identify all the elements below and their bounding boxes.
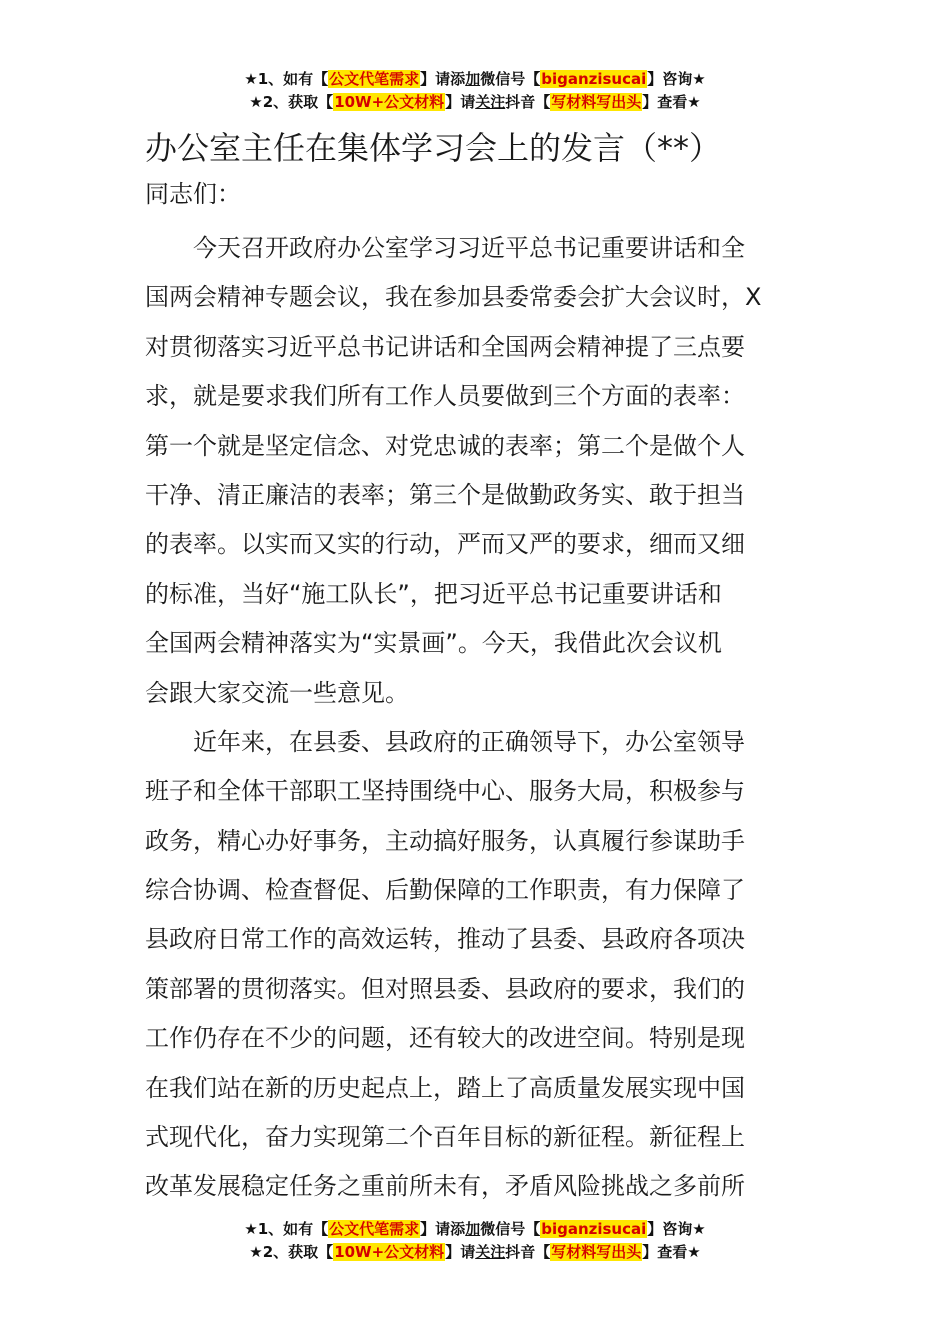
highlight-wechat-id: biganzisucai bbox=[541, 70, 647, 88]
paragraph-line: 工作仍存在不少的问题，还有较大的改进空间。特别是现 bbox=[145, 1024, 745, 1053]
paragraph-line: 会跟大家交流一些意见。 bbox=[145, 678, 409, 707]
paragraph-line: 求，就是要求我们所有工作人员要做到三个方面的表率： bbox=[145, 382, 745, 411]
promo-line-1: ★1、如有【公文代笔需求】请添加微信号【biganzisucai】咨询★ bbox=[244, 70, 706, 88]
promo-line-1: ★1、如有【公文代笔需求】请添加微信号【biganzisucai】咨询★ bbox=[244, 1220, 706, 1238]
paragraph-line: 式现代化，奋力实现第二个百年目标的新征程。新征程上 bbox=[145, 1123, 745, 1152]
highlight-douyin-id: 写材料写出头 bbox=[551, 1243, 642, 1261]
paragraph-line: 班子和全体干部职工坚持围绕中心、服务大局，积极参与 bbox=[145, 777, 745, 806]
promo-line-2: ★2、获取【10W+公文材料】请关注抖音【写材料写出头】查看★ bbox=[249, 1243, 701, 1261]
paragraph-line: 对贯彻落实习近平总书记讲话和全国两会精神提了三点要 bbox=[145, 332, 745, 361]
highlight-materials: 10W+公文材料 bbox=[334, 93, 445, 111]
paragraph-line: 策部署的贯彻落实。但对照县委、县政府的要求，我们的 bbox=[145, 974, 745, 1003]
highlight-materials: 10W+公文材料 bbox=[334, 1243, 445, 1261]
promo-line-2: ★2、获取【10W+公文材料】请关注抖音【写材料写出头】查看★ bbox=[249, 93, 701, 111]
highlight-service: 公文代笔需求 bbox=[329, 70, 420, 88]
highlight-wechat-id: biganzisucai bbox=[541, 1220, 647, 1238]
paragraph-line: 政务，精心办好事务，主动搞好服务，认真履行参谋助手 bbox=[145, 826, 745, 855]
promo-header bbox=[0, 68, 950, 114]
paragraph-line: 的标准，当好“施工队长”，把习近平总书记重要讲话和 bbox=[145, 579, 722, 608]
paragraph-line: 的表率。以实而又实的行动，严而又严的要求，细而又细 bbox=[145, 530, 745, 559]
highlight-service: 公文代笔需求 bbox=[329, 1220, 420, 1238]
document-body bbox=[145, 224, 809, 1212]
document-title: 办公室主任在集体学习会上的发言（**） bbox=[145, 129, 722, 167]
highlight-douyin-id: 写材料写出头 bbox=[551, 93, 642, 111]
promo-footer bbox=[0, 1218, 950, 1264]
paragraph-line: 国两会精神专题会议，我在参加县委常委会扩大会议时，X bbox=[145, 283, 762, 312]
paragraph-line: 第一个就是坚定信念、对党忠诚的表率；第二个是做个人 bbox=[145, 431, 745, 460]
paragraph-line: 综合协调、检查督促、后勤保障的工作职责，有力保障了 bbox=[145, 876, 745, 905]
paragraph-line: 干净、清正廉洁的表率；第三个是做勤政务实、敢于担当 bbox=[145, 480, 745, 509]
paragraph-line: 近年来，在县委、县政府的正确领导下，办公室领导 bbox=[193, 727, 745, 756]
paragraph-line: 改革发展稳定任务之重前所未有，矛盾风险挑战之多前所 bbox=[145, 1172, 745, 1201]
paragraph-line: 县政府日常工作的高效运转，推动了县委、县政府各项决 bbox=[145, 925, 745, 954]
paragraph-line: 今天召开政府办公室学习习近平总书记重要讲话和全 bbox=[193, 234, 745, 262]
paragraph-line: 在我们站在新的历史起点上，踏上了高质量发展实现中国 bbox=[145, 1073, 745, 1102]
salutation: 同志们： bbox=[145, 180, 241, 208]
paragraph-line: 全国两会精神落实为“实景画”。今天，我借此次会议机 bbox=[145, 629, 722, 658]
